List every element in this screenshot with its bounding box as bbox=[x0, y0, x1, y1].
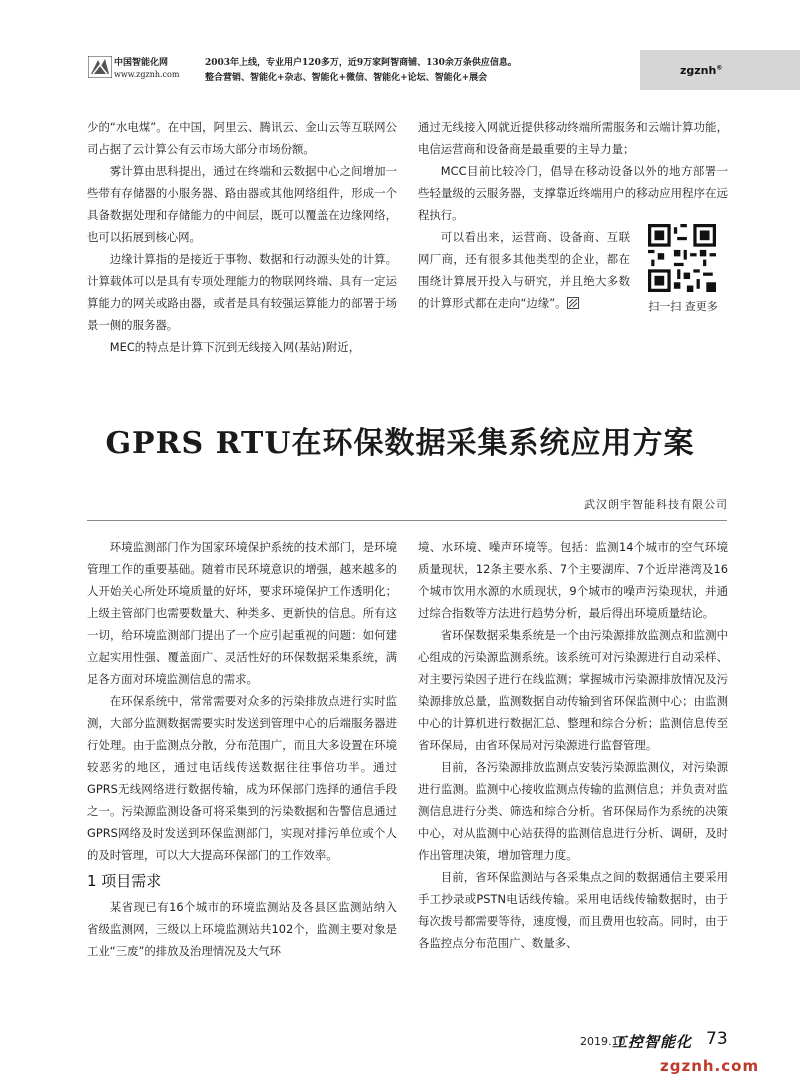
paragraph-text: 可以看出来，运营商、设备商、互联网厂商，还有很多其他类型的企业，都在围绕计算展开投入与研究，并且绝大多数的计算形式都在走向“边缘”。 bbox=[418, 230, 630, 310]
article-title: GPRS RTU在环保数据采集系统应用方案 bbox=[105, 426, 695, 461]
brand-logo-icon bbox=[88, 56, 112, 78]
end-mark-icon bbox=[567, 297, 579, 309]
tab-label-text: zgznh bbox=[680, 64, 717, 77]
paragraph: 环境监测部门作为国家环境保护系统的技术部门，是环境管理工作的重要基础。随着市民环境意识的增强，越来越多的人开始关心所处环境质量的好坏，要求环境保护工作透明化；上级主管部门也需要数量大、种类多、更新快的信息。所有这一切，给环境监测部门提出了一个应引起重视的问题：如何建立起实用性强、覆盖面广、灵活性好的环保数据采集系统，满足各方面对环境监测信息的需求。 bbox=[87, 540, 397, 686]
article-left-column bbox=[87, 536, 397, 962]
header-tab-label bbox=[680, 64, 722, 77]
registered-mark: ® bbox=[716, 64, 723, 72]
qr-code-icon[interactable] bbox=[648, 224, 716, 292]
paragraph: 境、水环境、噪声环境等。包括：监测14个城市的空气环境质量现状，12条主要水系、7个主要湖库、7个近岸港湾及16个城市饮用水源的水质现状，9个城市的噪声污染现状，并通过综合指数等方法进行趋势分析，最后得出环境质量结论。 bbox=[418, 540, 728, 620]
brand-name: 中国智能化网 bbox=[114, 58, 169, 68]
paragraph: 少的“水电煤”。在中国，阿里云、腾讯云、金山云等互联网公司占据了云计算公有云市场大部分市场份额。 bbox=[87, 120, 397, 156]
paragraph: 目前，各污染源排放监测点安装污染源监测仪，对污染源进行监测。监测中心接收监测点传输的监测信息；并负责对监测信息进行分类、筛选和综合分析。省环保局作为系统的决策中心，对从监测中心站获得的监测信息进行分析、调研，及时作出管理决策，增加管理力度。 bbox=[418, 760, 728, 862]
paragraph: 通过无线接入网就近提供移动终端所需服务和云端计算功能，电信运营商和设备商是最重要的主导力量； bbox=[418, 120, 728, 156]
paragraph: 雾计算由思科提出，通过在终端和云数据中心之间增加一些带有存储器的小服务器、路由器或其他网络组件，形成一个具备数据处理和存储能力的中间层，既可以覆盖在边缘网络，也可以拓展到核心网。 bbox=[87, 164, 397, 244]
paragraph bbox=[418, 226, 630, 314]
divider bbox=[87, 520, 727, 521]
paragraph: 在环保系统中，常常需要对众多的污染排放点进行实时监测，大部分监测数据需要实时发送到管理中心的后端服务器进行处理。由于监测点分散，分布范围广，而且大多设置在环境较恶劣的地区，通过电话线传送数据往往事倍功半。通过GPRS无线网络进行数据传输，成为环保部门选择的通信手段之一。污染源监测设备可将采集到的污染数据和告警信息通过GPRS网络及时发送到环保监测部门，实现对排污单位或个人的及时管理，可以大大提高环保部门的工作效率。 bbox=[87, 694, 397, 862]
article-author: 武汉朗宇智能科技有限公司 bbox=[584, 498, 728, 511]
paragraph: 目前，省环保监测站与各采集点之间的数据通信主要采用手工抄录或PSTN电话线传输。采用电话线传输数据时，由于每次拨号都需要等待，速度慢，而且费用也较高。同时，由于各监控点分布范围广、数量多、 bbox=[418, 870, 728, 950]
qr-caption: 扫一扫 查更多 bbox=[648, 300, 718, 313]
paragraph: 省环保数据采集系统是一个由污染源排放监测点和监测中心组成的污染源监测系统。该系统可对污染源进行自动采样、对主要污染因子进行在线监测；掌握城市污染源排放情况及污染源排放总量，监测数据自动传输到省环保监测中心；由监测中心的计算机进行数据汇总、整理和综合分析；监测信息传至省环保局，由省环保局对污染源进行监督管理。 bbox=[418, 628, 728, 752]
brand-url[interactable]: www.zgznh.com bbox=[114, 70, 180, 79]
paragraph: 边缘计算指的是接近于事物、数据和行动源头处的计算。计算载体可以是具有专项处理能力的物联网终端、具有一定运算能力的网关或路由器，或者是具有较强运算能力的部署于场景一侧的服务器。 bbox=[87, 252, 397, 332]
paragraph: MCC目前比较冷门，倡导在移动设备以外的地方部署一些轻量级的云服务器，支撑靠近终端用户的移动应用程序在远程执行。 bbox=[418, 164, 728, 222]
magazine-name: 工控智能化 bbox=[612, 1033, 693, 1051]
paragraph: 某省现已有16个城市的环境监测站及各县区监测站纳入省级监测网，三级以上环境监测站共102个，监测主要对象是工业“三废”的排放及治理情况及大气环 bbox=[87, 900, 397, 958]
page-number: 73 bbox=[706, 1029, 728, 1049]
paragraph: MEC的特点是计算下沉到无线接入网(基站)附近， bbox=[109, 340, 361, 354]
header-tagline-1: 2003年上线，专业用户120多万，近9万家阿智商铺、130余万条供应信息。 bbox=[205, 58, 517, 68]
article-right-column bbox=[418, 536, 728, 954]
section-heading: 1 项目需求 bbox=[87, 872, 162, 890]
issue-date: 2019.10 bbox=[580, 1035, 626, 1048]
site-watermark[interactable]: zgznh.com bbox=[660, 1057, 760, 1075]
page-header bbox=[0, 0, 800, 98]
header-tagline-2: 整合营销、智能化+杂志、智能化+微信、智能化+论坛、智能化+展会 bbox=[205, 73, 488, 83]
prev-article-left-column bbox=[87, 116, 397, 358]
